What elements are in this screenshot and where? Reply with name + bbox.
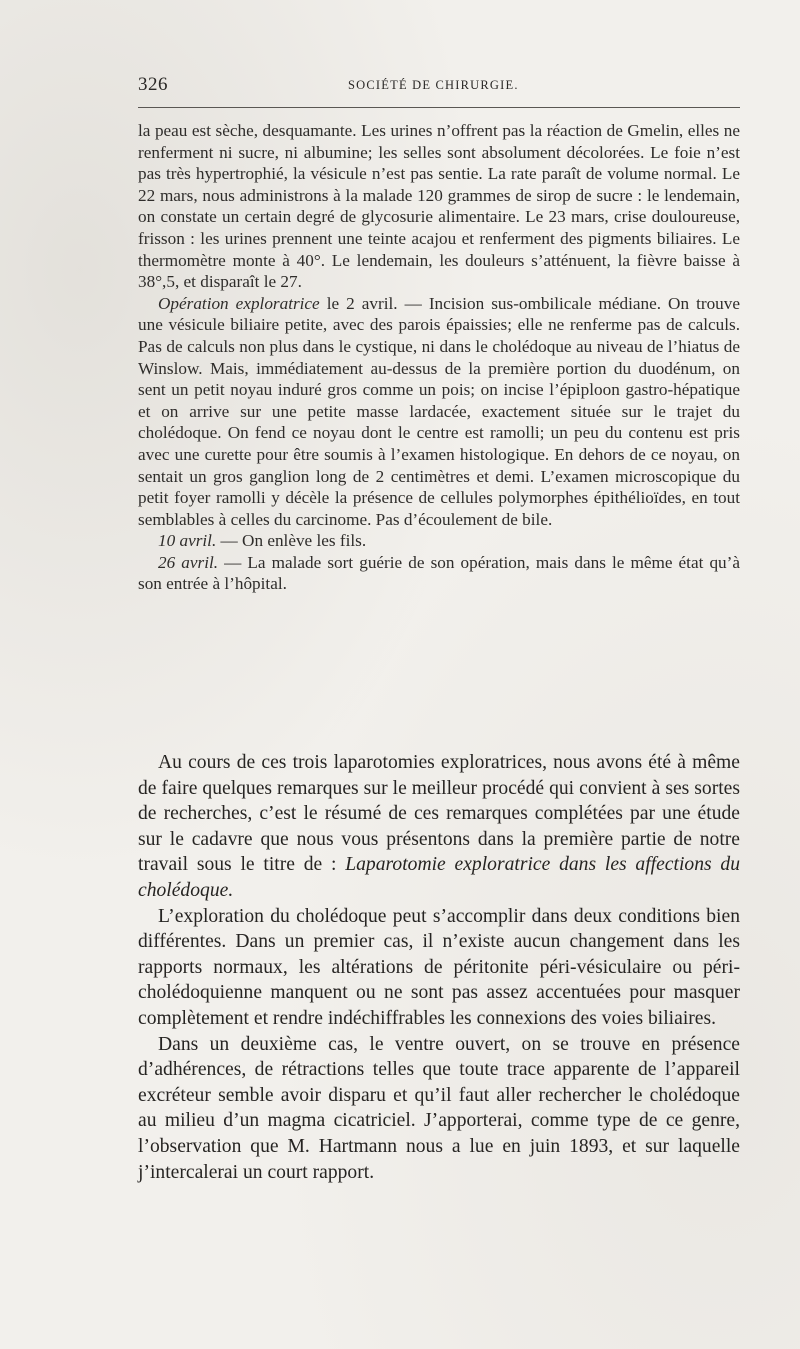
body-paragraph-3: Dans un deuxième cas, le ventre ouvert, on se trouve en présence d’adhérences, de rétractions telles que toute trace apparente de l’appareil excréteur semble avoir disparu et qu’il faut aller rechercher le cholédoque au milieu d’un magma cicatriciel. J’apporterai, comme type de ce genre, l’observation que M. Hartmann nous a lue en juin 1893, et sur laquelle j’intercalerai un court rapport. — [138, 1033, 740, 1183]
case-paragraph-1: la peau est sèche, desquamante. Les urines n’offrent pas la réaction de Gmelin, elles ne renferment ni sucre, ni albumine; les selles sont absolument décolorées. Le foie n’est pas très hypertrophié, la vésicule n’est pas sentie. La rate paraît de volume normal. Le 22 mars, nous administrons à la malade 120 grammes de sirop de sucre : le lendemain, on constate un certain degré de glycosurie alimentaire. Le 23 mars, crise douloureuse, frisson : les urines prennent une teinte acajou et renferment des pigments biliaires. Le thermomètre monte à 40°. Le lendemain, les douleurs s’atténuent, la fièvre baisse à 38°,5, et disparaît le 27. — [138, 121, 740, 292]
case-paragraph-2-lead: Opération exploratrice — [158, 293, 320, 313]
case-report — [138, 120, 740, 595]
page-number: 326 — [138, 74, 168, 95]
case-paragraph-3-text: — On enlève les fils. — [216, 531, 367, 551]
running-head: SOCIÉTÉ DE CHIRURGIE. — [348, 78, 519, 92]
body-paragraph-1-text: Au cours de ces trois laparotomies exploratrices, nous avons été à même de faire quelques remarques sur le meilleur procédé qui convient à ses sortes de recherches, c’est le résumé de ces remarques complétées par une étude sur le cadavre que nous vous présentons dans la première partie de notre travail sous le titre de : — [138, 752, 740, 876]
case-paragraph-4-text: — La malade sort guérie de son opération, mais dans le même état qu’à son entrée à l’hôpital. — [138, 552, 740, 594]
body-paragraph-1-title: Laparotomie exploratrice dans les affections du cholédoque. — [138, 854, 740, 901]
body-text — [138, 750, 740, 1185]
page-header — [138, 72, 740, 102]
case-paragraph-3 — [138, 530, 740, 552]
header-rule — [138, 107, 740, 108]
case-paragraph-4-lead: 26 avril. — [158, 552, 219, 572]
case-paragraph-3-lead: 10 avril. — [158, 531, 217, 551]
body-paragraph-2: L’exploration du cholédoque peut s’accomplir dans deux conditions bien différentes. Dans un premier cas, il n’existe aucun changement dans les rapports normaux, les altérations de péritonite péri-vésiculaire ou péri-cholédoquienne manquent ou ne sont pas assez accentuées pour masquer complètement et rendre indéchiffrables les connexions des voies biliaires. — [138, 905, 740, 1029]
case-paragraph-4 — [138, 552, 740, 595]
body-paragraph-1 — [138, 750, 740, 904]
case-paragraph-2 — [138, 293, 740, 531]
case-paragraph-2-text: le 2 avril. — Incision sus-ombilicale médiane. On trouve une vésicule biliaire petite, avec des parois épaissies; elle ne renferme pas de calculs. Pas de calculs non plus dans le cystique, ni dans le cholédoque au niveau de l’hiatus de Winslow. Mais, immédiatement au-dessus de la première portion du duodénum, on sent un petit noyau induré gros comme un pois; on incise l’épiploon gastro-hépatique et on arrive sur une petite masse lardacée, exactement située sur le trajet du cholédoque. On fend ce noyau dont le centre est ramolli; un peu du contenu est pris avec une curette pour être soumis à l’examen histologique. En dehors de ce noyau, on sentait un gros ganglion long de 2 centimètres et demi. L’examen microscopique du petit foyer ramolli y décèle la présence de cellules polymorphes épithélioïdes, en tout semblables à celles du carcinome. Pas d’écoulement de bile. — [138, 293, 740, 529]
